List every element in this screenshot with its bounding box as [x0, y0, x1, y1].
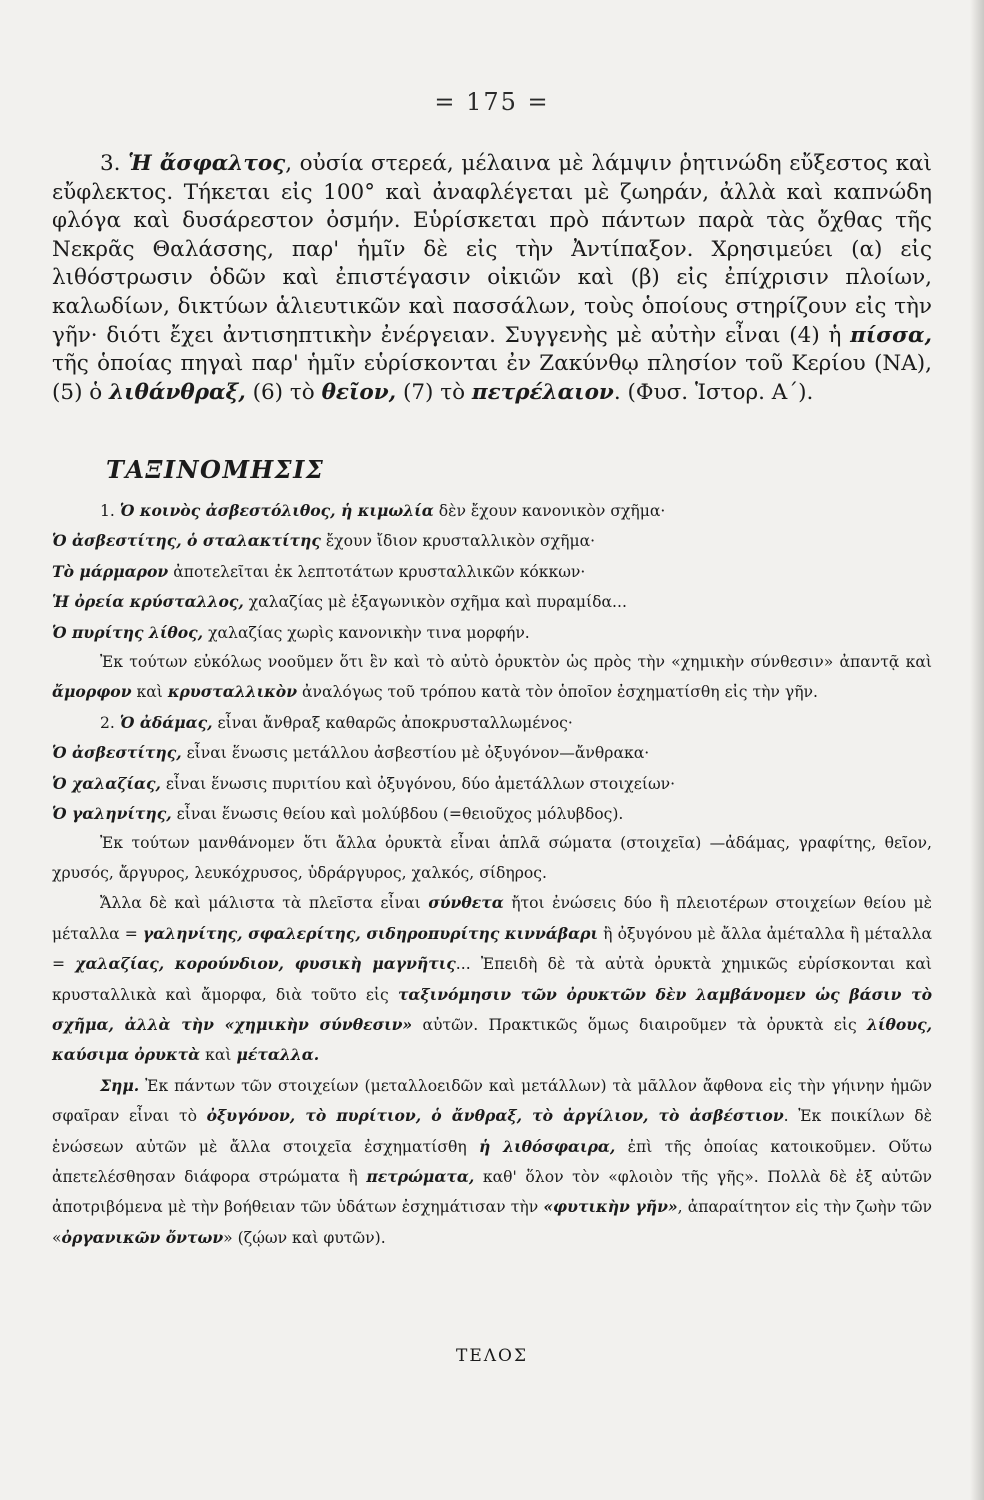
note-label: Σημ. [100, 1075, 140, 1095]
list-item [52, 526, 932, 556]
term: Ὁ κοινὸς ἀσβεστόλιθος, ἡ κιμωλία [119, 501, 434, 520]
term: ταξινόμησιν τῶν ὀρυκτῶν δὲν λαμβάνομεν ὡς βάσιν τὸ σχῆμα, ἀλλὰ τὴν «χημικὴν σύνθεσιν» [52, 984, 933, 1034]
note-paragraph [52, 1071, 932, 1253]
text: εἶναι ἕνωσις μετάλλου ἀσβεστίου μὲ ὀξυγόνον—ἄνθρακα· [181, 744, 650, 763]
term-coal: λιθάνθραξ, [109, 379, 246, 405]
text: , ἀπαραίτητον εἰς τὴν ζωὴν τῶν « [52, 1198, 932, 1247]
text: , οὐσία στερεά, μέλαινα μὲ λάμψιν ῥητινώδη εὔξεστος καὶ εὔφλεκτος. Τήκεται εἰς 100° καὶ ἀναφλέγεται μὲ ζωηράν, ἀλλὰ καὶ καπνώδη φλόγα καὶ δυσάρεστον ὀσμήν. Εὑρίσκεται πρὸ πάντων παρὰ τὰς ὄχθας τῆς Νεκρᾶς Θαλάσσης, παρ' ἡμῖν δὲ εἰς τὴν Ἀντίπαξον. Χρησιμεύει (α) εἰς λιθόστρωσιν ὁδῶν καὶ ἐπιστέγασιν οἰκιῶν καὶ (β) εἰς ἐπίχρισιν πλοίων, καλωδίων, δικτύων ἁλιευτικῶν καὶ πασσάλων, τοὺς ὁποίους στηρίζουν εἰς τὴν γῆν· διότι ἔχει ἀντισηπτικὴν ἐνέργειαν. Συγγενὴς μὲ αὐτὴν εἶναι (4) ἡ [52, 151, 932, 348]
text: δὲν ἔχουν κανονικὸν σχῆμα· [433, 502, 666, 520]
text: . (Φυσ. Ἱστορ. Α΄). [613, 379, 814, 405]
list-item [52, 769, 932, 799]
list-item [52, 496, 932, 526]
term: «φυτικὴν γῆν» [543, 1197, 678, 1217]
text: ἀποτελεῖται ἐκ λεπτοτάτων κρυσταλλικῶν κόκκων· [168, 562, 586, 581]
text: τῆς ὁποίας πηγαὶ παρ' ἡμῖν εὑρίσκονται ἐν Ζακύνθῳ πλησίον τοῦ Κερίου (ΝΑ), (5) ὁ [52, 351, 932, 405]
text: καθ' ὅλον τὸν «φλοιὸν τῆς γῆς». Πολλὰ δὲ ἐξ αὐτῶν ἀποτριβόμενα μὲ τὴν βοήθειαν τῶν ὑδάτων ἐσχημάτισαν τὴν [52, 1167, 932, 1217]
term: Ὁ ἀδάμας, [119, 712, 213, 732]
paragraph: Ἐκ τούτων μανθάνομεν ὅτι ἄλλα ὀρυκτὰ εἶναι ἁπλᾶ σώματα (στοιχεῖα) —ἀδάμας, γραφίτης, θεῖον, χρυσός, ἄργυρος, λευκόχρυσος, ὑδράργυρος, χαλκός, σίδηρος. [52, 834, 932, 882]
list-item [52, 587, 932, 617]
term-sulfur: θεῖον, [321, 379, 397, 405]
text: 1. [100, 502, 120, 520]
paragraph [52, 888, 932, 1070]
item-number: 3. [100, 151, 129, 176]
text: ἤτοι ἐνώσεις δύο ἢ πλειοτέρων στοιχείων θείου μὲ μέταλλα = [52, 894, 933, 943]
term: ὀξυγόνον, τὸ πυρίτιον, ὁ ἄνθραξ, τὸ ἀργίλιον, τὸ ἀσβέστιον [206, 1106, 784, 1126]
term-petroleum: πετρέλαιον [471, 379, 614, 405]
text: » (ζῴων καὶ φυτῶν). [223, 1228, 386, 1247]
text: καὶ [200, 1046, 237, 1065]
text: εἶναι ἄνθραξ καθαρῶς ἀποκρυσταλλωμένος· [212, 713, 573, 732]
classification-section [52, 496, 932, 1253]
text: (7) τὸ [396, 379, 472, 405]
term: Ὁ πυρίτης λίθος, [52, 622, 204, 642]
text: ἔχουν ἴδιον κρυσταλλικὸν σχῆμα· [320, 532, 596, 551]
term: Τὸ μάρμαρον [52, 561, 169, 581]
term: πετρώματα, [366, 1166, 475, 1186]
term: Ὁ χαλαζίας, [52, 773, 161, 793]
text: χαλαζίας χωρὶς κανονικὴν τινα μορφήν. [203, 623, 530, 642]
list-item [52, 738, 932, 768]
text: χαλαζίας μὲ ἑξαγωνικὸν σχῆμα καὶ πυραμίδα... [243, 593, 627, 612]
term: ἄμορφον [52, 682, 132, 702]
text: Ἄλλα δὲ καὶ μάλιστα τὰ πλεῖστα εἶναι [100, 894, 429, 913]
term: Ὁ γαληνίτης, [52, 804, 172, 824]
list-item [52, 618, 932, 648]
text: Ἐκ τούτων εὐκόλως νοοῦμεν ὅτι ἓν καὶ τὸ αὐτὸ ὀρυκτὸν ὡς πρὸς τὴν «χημικὴν σύνθεσιν» ἀπαντᾷ καὶ [100, 653, 932, 672]
list-item [52, 799, 932, 829]
paragraph [52, 648, 932, 708]
term: λίθους, καύσιμα ὀρυκτὰ [52, 1014, 932, 1065]
term: γαληνίτης, σφαλερίτης, σιδηροπυρίτης κιννάβαρι [142, 923, 599, 943]
term-pitch: πίσσα, [850, 322, 932, 348]
text: Ἐκ πάντων τῶν στοιχείων (μεταλλοειδῶν καὶ μετάλλων) τὰ μᾶλλον ἄφθονα εἰς τὴν γήινην ἡμῶν σφαῖραν εἶναι τὸ [52, 1076, 932, 1126]
page-edge-shadow [970, 0, 984, 1500]
term-asphalt: Ἡ ἄσφαλτος [128, 151, 286, 176]
term: σύνθετα [428, 893, 504, 913]
page-number: = 175 = [434, 88, 550, 116]
text: ἐπὶ τῆς ὁποίας κατοικοῦμεν. Οὕτω ἀπετελέσθησαν διάφορα στρώματα ἢ [52, 1137, 933, 1186]
paragraph-asphalt [52, 150, 932, 407]
term: ὀργανικῶν ὄντων [61, 1227, 224, 1247]
term: ἡ λιθόσφαιρα, [479, 1136, 616, 1156]
text: . Ἐκ ποικίλων δὲ ἑνώσεων αὐτῶν μὲ ἄλλα στοιχεῖα ἐσχηματίσθη [52, 1107, 932, 1156]
term: μέταλλα. [236, 1045, 320, 1065]
text: εἶναι ἕνωσις θείου καὶ μολύβδου (=θειοῦχος μόλυβδος). [171, 805, 624, 824]
term: Ὁ ἀσβεστίτης, [52, 743, 182, 763]
text: καὶ [131, 683, 168, 702]
term: Ἡ ὀρεία κρύσταλλος, [52, 592, 244, 612]
list-item [52, 557, 932, 587]
text: αὐτῶν. Πρακτικῶς ὅμως διαιροῦμεν τὰ ὀρυκτὰ εἰς [412, 1015, 867, 1034]
text: ... Ἐπειδὴ δὲ τὰ αὐτὰ ὀρυκτὰ χημικῶς εὑρίσκονται καὶ κρυσταλλικὰ καὶ ἄμορφα, διὰ τοῦτο εἰς [52, 955, 932, 1004]
text: 2. [100, 713, 120, 732]
list-item [52, 708, 932, 738]
text: ἢ ὀξυγόνου μὲ ἄλλα ἀμέταλλα ἢ μέταλλα = [52, 924, 932, 974]
section-heading: ΤΑΞΙΝΟΜΗΣΙΣ [106, 455, 325, 484]
text: ἀναλόγως τοῦ τρόπου κατὰ τὸν ὁποῖον ἐσχηματίσθη εἰς τὴν γῆν. [297, 683, 818, 702]
end-mark: ΤΕΛΟΣ [456, 1346, 528, 1366]
term: κρυσταλλικὸν [167, 682, 298, 702]
text: εἶναι ἕνωσις πυριτίου καὶ ὀξυγόνου, δύο ἀμετάλλων στοιχείων· [160, 774, 676, 793]
term: χαλαζίας, κορούνδιον, φυσικὴ μαγνῆτις [75, 954, 456, 974]
text: (6) τὸ [245, 379, 322, 405]
term: Ὁ ἀσβεστίτης, ὁ σταλακτίτης [52, 531, 321, 551]
